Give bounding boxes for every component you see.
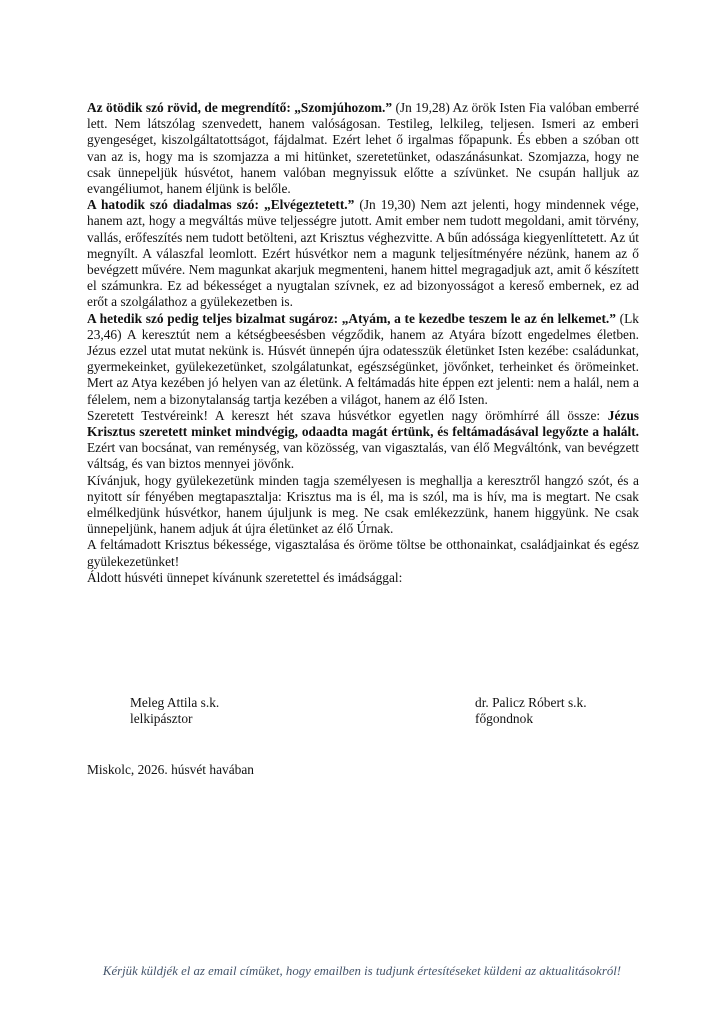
- paragraph-sixth-word: [87, 197, 639, 310]
- footer-note: Kérjük küldjék el az email címüket, hogy emailben is tudjunk értesítéseket küldeni az aktualitásokról!: [102, 964, 622, 978]
- paragraph-bold-lead: A hatodik szó diadalmas szó: „Elvégeztetett.”: [87, 197, 355, 213]
- signature-role: főgondnok: [475, 711, 534, 727]
- paragraph-seventh-word: [87, 311, 639, 408]
- paragraph-text: Ezért van bocsánat, van reménység, van közösség, van vigasztalás, van élő Megváltónk, van bevégzett váltság, és van biztos mennyei jövőnk.: [87, 440, 639, 472]
- signature-pastor: [130, 695, 219, 727]
- signature-curator: [475, 695, 587, 727]
- paragraph-text: (Lk 23,46) A keresztút nem a kétségbeesésben végződik, hanem az Atyára bízott engedelmes életben. Jézus ezzel utat mutat nekünk is. Húsvét ünnepén újra odatesszük életünket Isten kezébe: családunkat, gyermekeinket, gyülekezetünket, szolgálatunkat, egészségünket, jövőnket, terheinket és örömeinket. Mert az Atya kezében jó helyen van az életünk. A feltámadás hite éppen ezt jelenti: nem a halál, nem a félelem, nem a bizonytalanság tartja kezében a világot, hanem az élő Isten.: [87, 310, 639, 407]
- signature-role: lelkipásztor: [130, 711, 193, 727]
- paragraph-blessing: [87, 537, 639, 569]
- paragraph-summary: [87, 408, 639, 473]
- paragraph-text: Áldott húsvéti ünnepet kívánunk szeretettel és imádsággal:: [87, 569, 403, 585]
- paragraph-text: Kívánjuk, hogy gyülekezetünk minden tagja személyesen is meghallja a keresztről hangzó szót, és a nyitott sír fényében megtapasztalja: Krisztus ma is él, ma is szól, ma is hív, ma is megtart. Ne csak elmélkedjünk húsvétkor, hanem újuljunk is meg. Ne csak emlékezzünk, hanem higgyünk. Ne csak ünnepeljünk, hanem adjuk át újra életünket az élő Úrnak.: [87, 472, 639, 537]
- paragraph-text: (Jn 19,30) Nem azt jelenti, hogy mindennek vége, hanem azt, hogy a megváltás müve teljességre jutott. Amit ember nem tudott megoldani, amit törvény, vallás, erőfeszítés nem tudott betölteni, azt Krisztus véghezvitte. A bűn adóssága kiegyenlíttetett. Az út megnyílt. A válaszfal leomlott. Ezért húsvétkor nem a magunk teljesítményére nézünk, hanem az ő bevégzett művére. Nem magunkat akarjuk megmenteni, hanem hittel megragadjuk azt, amit ő készített el számunkra. Ez ad békességet a nyugtalan szívnek, ez ad bizonyosságot a kereső embernek, ez ad erőt a szolgálathoz a gyülekezetben is.: [87, 197, 639, 310]
- signature-name: Meleg Attila s.k.: [130, 695, 220, 710]
- paragraph-fifth-word: [87, 100, 639, 197]
- paragraph-bold-lead: Az ötödik szó rövid, de megrendítő: „Szomjúhozom.”: [87, 100, 393, 115]
- paragraph-bold-lead: A hetedik szó pedig teljes bizalmat sugároz: „Atyám, a te kezedbe teszem le az én lelkemet.”: [87, 310, 616, 326]
- signature-name: dr. Palicz Róbert s.k.: [475, 695, 587, 710]
- place-date: Miskolc, 2026. húsvét havában: [87, 762, 254, 777]
- paragraph-text: (Jn 19,28) Az örök Isten Fia valóban emberré lett. Nem látszólag szenvedett, hanem valóságosan. Testileg, lelkileg, teljesen. Ismeri az emberi gyengeséget, kiszolgáltatottságot, fájdalmat. Ezért lehet ő irgalmas főpapunk. És ebben a szóban ott van az is, hogy ma is szomjazza a mi hitünket, szeretetünket, odaszánásunkat. Szomjazza, hogy ne csak ünnepeljük húsvétot, hanem valóban megnyissuk előtte a szívünket. Ne csupán halljuk az evangéliumot, hanem éljünk is belőle.: [87, 100, 639, 197]
- paragraph-text: A feltámadott Krisztus békessége, vigasztalása és öröme töltse be otthonainkat, családjainkat és egész gyülekezetünket!: [87, 537, 639, 569]
- paragraph-bold-statement: Jézus Krisztus szeretett minket mindvégig, odaadta magát értünk, és feltámadásával legyőzte a halált.: [87, 407, 639, 440]
- letter-body: [87, 100, 639, 586]
- paragraph-text: Szeretett Testvéreink! A kereszt hét szava húsvétkor egyetlen nagy örömhírré áll össze:: [87, 407, 608, 423]
- paragraph-closing: [87, 570, 639, 586]
- paragraph-wish: [87, 473, 639, 538]
